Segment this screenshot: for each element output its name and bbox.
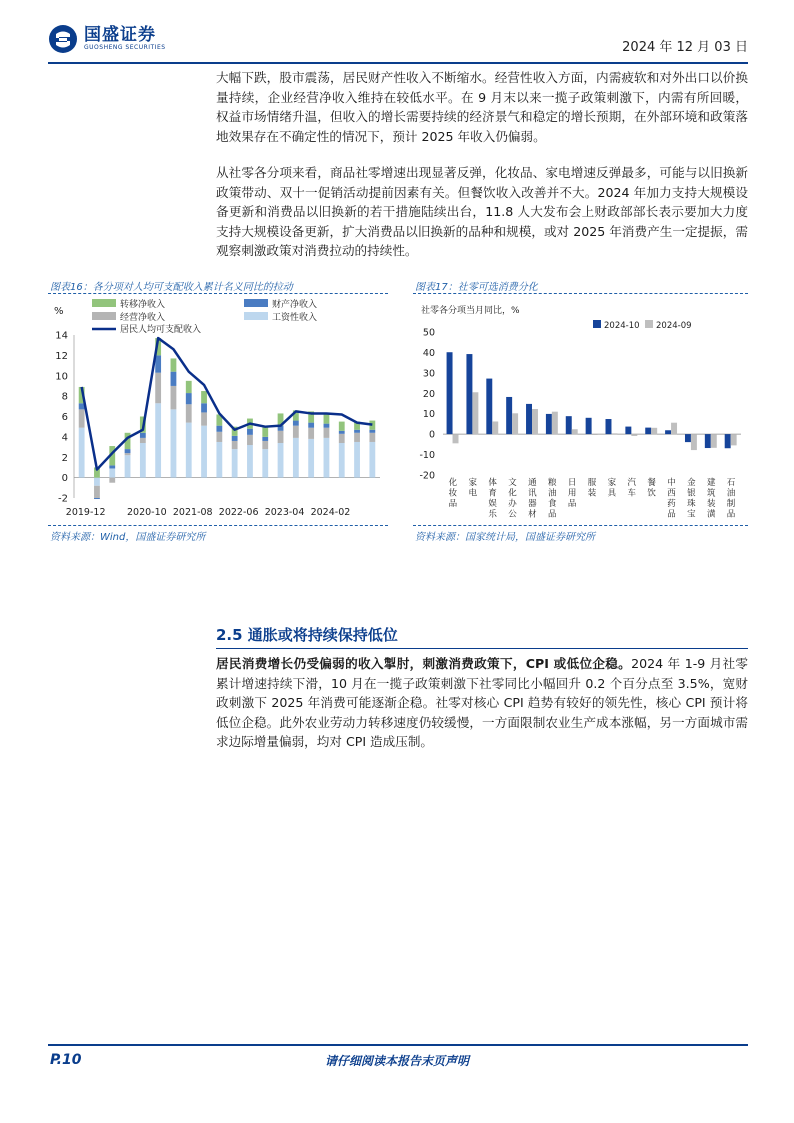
bar-segment: [186, 381, 192, 393]
bar-segment: [171, 386, 177, 409]
y-tick-label: 2: [61, 452, 68, 464]
bar-segment: [354, 442, 360, 478]
chart-title: 社零各分项当月同比，%: [421, 306, 520, 316]
legend-label: 2024-09: [656, 321, 692, 331]
y-tick-label: 8: [61, 391, 68, 403]
paragraph-cpi: [216, 654, 748, 752]
paragraph-text: 大幅下跌，股市震荡，居民财产性收入不断缩水。经营性收入方面，内需疲软和对外出口以价换量持续，企业经营净收入维持在较低水平。在 9 月末以来一揽子政策刺激下，内需有所回暖，权益市场情绪升温，但收入的增长需要持续的经济景气和稳定的增长预期，在外部环境和政策落地效果存在不确定性的情况下，预计 2025 年收入仍偏弱。: [216, 70, 748, 144]
bar-segment: [155, 403, 161, 477]
bar-segment: [369, 442, 375, 478]
y-tick-label: -2: [58, 493, 68, 505]
bar-segment: [262, 437, 268, 441]
legend-swatch: [92, 299, 116, 307]
bar-segment: [216, 442, 222, 478]
footer-note: 请仔细阅读本报告末页声明: [324, 1054, 469, 1068]
figure16-title: 图表16：各分项对人均可支配收入累计名义同比的拉动: [50, 282, 293, 293]
bar: [592, 434, 598, 435]
bar-segment: [186, 423, 192, 478]
page-number: P.10: [50, 1052, 82, 1068]
y-unit-label: %: [54, 306, 64, 317]
bar-segment: [109, 468, 115, 477]
figure17-bottom-rule: [413, 525, 748, 526]
bar-segment: [308, 439, 314, 478]
legend-swatch: [244, 299, 268, 307]
bar-segment: [186, 393, 192, 404]
bar: [645, 428, 651, 435]
bar: [472, 392, 478, 434]
x-tick-label: 粮油食品: [548, 478, 557, 520]
bar-segment: [308, 428, 314, 439]
bar-segment: [201, 426, 207, 478]
bar: [586, 418, 592, 434]
bar-segment: [155, 373, 161, 404]
bar-segment: [278, 443, 284, 478]
legend-swatch: [645, 320, 653, 328]
x-tick-label: 2022-06: [218, 507, 259, 518]
bar-segment: [125, 453, 131, 455]
bar-segment: [94, 478, 100, 486]
bar-segment: [339, 443, 345, 478]
bar: [512, 413, 518, 434]
y-tick-label: -20: [419, 470, 435, 482]
x-tick-label: 体育娱乐: [488, 478, 497, 520]
bar-segment: [125, 449, 131, 453]
x-tick-label: 石油制品: [726, 478, 736, 520]
bar-segment: [171, 372, 177, 386]
bar-segment: [293, 438, 299, 478]
x-tick-label: 通讯器材: [528, 478, 537, 520]
figure16-source: 资料来源：Wind，国盛证券研究所: [50, 532, 206, 543]
paragraph-retail: [216, 163, 748, 261]
legend-swatch: [92, 312, 116, 320]
y-tick-label: 0: [428, 429, 435, 441]
bar-segment: [140, 438, 146, 443]
bar: [631, 434, 637, 436]
figure17-top-rule: [413, 293, 748, 294]
bar: [625, 427, 631, 435]
x-tick-label: 化妆品: [448, 478, 458, 509]
paragraph-text: 从社零各分项来看，商品社零增速出现显著反弹，化妆品、家电增速反弹最多，可能与以旧换新政策带动、双十一促销活动提前因素有关。但餐饮收入改善并不大。2024 年加力支持大规模设备更新和消费品以旧换新的若干措施陆续出台，11.8 人大发布会上财政部部长表示要加大力度支持大规模设备更新，扩大消费品以旧换新的品种和规模，或对 2025 年消费产生一定提振，需观察刺激政策对消费拉动的持续性。: [216, 165, 748, 259]
figure16-bottom-rule: [48, 525, 388, 526]
bar: [546, 414, 552, 434]
y-tick-label: 14: [55, 330, 68, 342]
report-date: 2024 年 12 月 03 日: [622, 40, 748, 55]
bar-segment: [109, 478, 115, 483]
bar-segment: [94, 498, 100, 499]
x-tick-label: 家具: [607, 478, 617, 499]
x-tick-label: 汽车: [627, 478, 636, 499]
bar-segment: [216, 432, 222, 442]
bar-segment: [201, 403, 207, 412]
bar-segment: [339, 431, 345, 434]
legend-label: 居民人均可支配收入: [120, 325, 202, 335]
logo: [48, 24, 166, 54]
bar-segment: [232, 449, 238, 478]
y-tick-label: 12: [55, 350, 68, 362]
bar-segment: [125, 455, 131, 477]
bar-segment: [247, 429, 253, 435]
bar-segment: [232, 436, 238, 441]
bar-segment: [155, 355, 161, 372]
bar: [447, 352, 453, 434]
y-tick-label: -10: [419, 450, 435, 462]
bar-segment: [324, 428, 330, 438]
figure17-source: 资料来源：国家统计局，国盛证券研究所: [415, 532, 595, 543]
legend-label: 财产净收入: [272, 300, 318, 310]
bar: [611, 433, 617, 434]
paragraph-lead: 居民消费增长仍受偏弱的收入掣肘，刺激消费政策下，CPI 或低位企稳。: [216, 656, 632, 671]
x-tick-label: 2021-08: [172, 507, 213, 518]
section-rule: [216, 648, 748, 649]
footer-rule: [48, 1044, 748, 1046]
bar: [725, 434, 731, 448]
bar: [665, 430, 671, 434]
bar-segment: [94, 486, 100, 498]
bar: [453, 434, 459, 443]
y-tick-label: 4: [61, 432, 68, 444]
bar-segment: [308, 423, 314, 428]
bar-segment: [354, 430, 360, 433]
section-heading: 2.5 通胀或将持续保持低位: [216, 626, 398, 644]
paragraph-income: [216, 68, 748, 146]
bar: [572, 429, 578, 434]
figure17-chart: [413, 295, 748, 523]
bar-segment: [247, 445, 253, 478]
x-tick-label: 日用品: [567, 478, 577, 509]
x-tick-label: 金银珠宝: [687, 478, 696, 520]
paragraph-text: 2024 年 1-9 月社零累计增速持续下滑，10 月在一揽子政策刺激下社零同比小幅回升 0.2 个百分点至 3.5%，宽财政刺激下 2025 年消费可能逐渐企稳。社零对核心 CPI 趋势有较好的领先性，核心 CPI 预计将低位企稳。此外农业劳动力转移速度仍较缓慢，一方面限制农业生产成本涨幅，另一方面城市需求边际增量偏弱，均对 CPI 造成压制。: [216, 656, 748, 750]
x-tick-label: 建筑装潢: [706, 478, 716, 520]
y-tick-label: 40: [422, 347, 435, 359]
figure17-title: 图表17：社零可选消费分化: [415, 282, 538, 293]
figure16-chart: [48, 295, 388, 523]
x-tick-label: 文化办公: [508, 478, 517, 520]
x-tick-label: 餐饮: [647, 478, 656, 499]
bar-segment: [171, 358, 177, 371]
y-tick-label: 30: [422, 368, 435, 380]
bar-segment: [79, 428, 85, 478]
legend-swatch: [244, 312, 268, 320]
bar-segment: [324, 438, 330, 478]
bar-segment: [262, 427, 268, 437]
x-tick-label: 2024-02: [310, 507, 351, 518]
bar: [552, 412, 558, 434]
bar: [671, 423, 677, 434]
legend-swatch: [593, 320, 601, 328]
bar-segment: [109, 465, 115, 468]
bar-segment: [171, 409, 177, 477]
logo-icon: [48, 24, 78, 54]
x-tick-label: 2020-10: [126, 507, 167, 518]
bar: [506, 397, 512, 434]
bar-segment: [201, 391, 207, 403]
y-tick-label: 6: [61, 412, 68, 423]
bar: [606, 419, 612, 434]
y-tick-label: 20: [422, 388, 435, 400]
bar-segment: [278, 431, 284, 443]
header-rule: [48, 62, 748, 64]
y-tick-label: 0: [61, 473, 68, 485]
bar-segment: [216, 426, 222, 432]
bar: [705, 434, 711, 448]
bar: [532, 409, 538, 434]
bar-segment: [293, 426, 299, 438]
legend-label: 经营净收入: [120, 313, 166, 323]
bar-segment: [369, 430, 375, 433]
y-tick-label: 10: [55, 371, 68, 383]
logo-name: 国盛证券: [84, 25, 156, 45]
y-tick-label: 10: [422, 409, 435, 421]
bar-segment: [247, 435, 253, 445]
y-tick-label: 50: [422, 327, 435, 339]
bar: [691, 434, 697, 450]
bar-segment: [324, 424, 330, 428]
bar-segment: [232, 441, 238, 449]
figure16-top-rule: [48, 293, 388, 294]
legend-label: 转移净收入: [120, 300, 166, 310]
x-tick-label: 服装: [587, 478, 597, 499]
bar: [566, 416, 572, 434]
bar-segment: [140, 433, 146, 438]
bar-segment: [186, 404, 192, 422]
bar: [466, 354, 472, 434]
legend-label: 2024-10: [604, 321, 640, 331]
page-header: [48, 20, 748, 60]
bar-segment: [293, 421, 299, 426]
bar: [685, 434, 691, 442]
bar: [526, 404, 532, 434]
legend-label: 工资性收入: [272, 313, 318, 323]
bar-segment: [201, 412, 207, 425]
logo-name-en: GUOSHENG SECURITIES: [84, 44, 166, 51]
bar: [711, 434, 717, 448]
bar-segment: [339, 434, 345, 443]
bar: [651, 428, 657, 434]
bar: [492, 421, 498, 434]
bar-segment: [79, 409, 85, 427]
bar-segment: [324, 413, 330, 423]
bar-segment: [262, 441, 268, 449]
bar-segment: [262, 449, 268, 478]
bar-segment: [339, 422, 345, 431]
bar: [731, 434, 737, 445]
x-tick-label: 中西药品: [667, 478, 676, 520]
x-tick-label: 2019-12: [65, 507, 106, 518]
x-tick-label: 2023-04: [264, 507, 305, 518]
bar: [486, 379, 492, 435]
bar-segment: [369, 433, 375, 442]
x-tick-label: 家电: [468, 478, 478, 499]
bar-segment: [354, 433, 360, 442]
bar-segment: [140, 443, 146, 478]
